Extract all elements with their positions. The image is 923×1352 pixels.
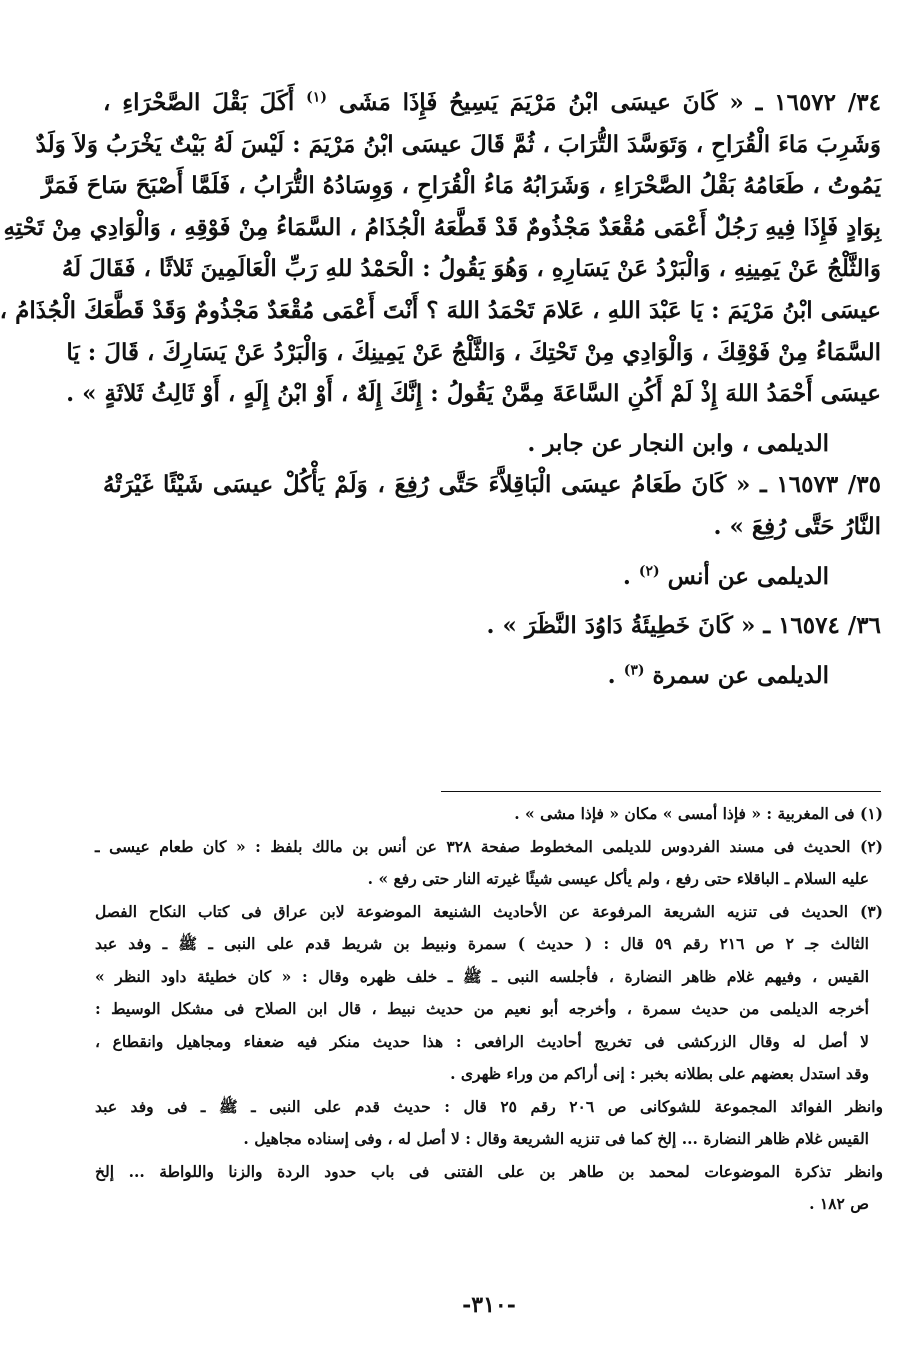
footnote-2-line-1: (٢) الحديث فى مسند الفردوس للديلمى المخطوط صفحة ٣٢٨ عن أنس بن مالك بلفظ : « كان طعام عيسى ـ: [95, 836, 883, 856]
hadith-34-line-1: [103, 82, 881, 124]
source-hadith-36-text: الديلمى عن سمرة: [652, 661, 829, 689]
footnote-marker-2: (٢): [638, 562, 660, 579]
hadith-34-line-3: يَمُوتُ ، طَعَامُهُ بَقْلُ الصَّحْرَاءِ ، وَشَرَابُهُ مَاءُ الْقُرَاحِ ، وَوِسَادُهُ التُّرَابُ ، فَلَمَّا أَصْبَحَ سَاحَ فَمَرَّ: [41, 172, 881, 200]
footnote-3-line-7: وانظر الفوائد المجموعة للشوكانى ص ٢٠٦ رقم ٢٥ قال : حديث قدم على النبى ـ ﷺ ـ فى وفد عبد: [95, 1096, 883, 1116]
source-hadith-36: [103, 655, 881, 697]
hadith-34-line-7: السَّمَاءُ مِنْ فَوْقِكَ ، وَالْوَادِي مِنْ تَحْتِكَ ، وَالثَّلْجُ عَنْ يَمِينِكَ ، وَالْبَرْدُ عَنْ يَسَارِكَ ، قَالَ : يَا: [66, 338, 881, 366]
footnote-marker-1: (١): [306, 89, 327, 106]
footnote-3-line-6: وقد استدل بعضهم على بطلانه بخبر : إنى أراكم من وراء ظهرى .: [450, 1064, 869, 1083]
footnote-3-line-5: لا أصل له وقال الزركشى فى تخريج أحاديث الرافعى : هذا حديث منكر فيه ضعفاء ومجاهيل وانقطاع ،: [95, 1031, 869, 1051]
footnote-3-line-9: وانظر تذكرة الموضوعات لمحمد بن طاهر بن على الفتنى فى باب حدود الردة والزنا واللواطة ... إلخ: [95, 1161, 883, 1181]
hadith-34-line-4: بِوَادٍ فَإِذَا فِيهِ رَجُلٌ أَعْمَى مُقْعَدٌ مَجْذُومٌ قَدْ قَطَّعَهُ الْجُذَامُ ، السَّمَاءُ مِنْ فَوْقِهِ ، وَالْوَادِي مِنْ تَحْتِهِ: [3, 213, 881, 241]
source-hadith-34: الديلمى ، وابن النجار عن جابر .: [527, 429, 829, 457]
hadith-34-line-5: وَالثَّلْجُ عَنْ يَمِينِهِ ، وَالْبَرْدُ عَنْ يَسَارِهِ ، وَهُوَ يَقُولُ : الْحَمْدُ للهِ رَبِّ الْعَالَمِينَ ثَلاثًا ، فَقَالَ لَهُ: [61, 255, 881, 283]
page-number: -٣١٠-: [462, 1292, 516, 1318]
footnote-3-line-3: القيس ، وفيهم غلام ظاهر النضارة ، فأجلسه النبى ـ ﷺ ـ خلف ظهره وقال : « كان خطيئة داود النظر »: [95, 966, 869, 986]
source-hadith-35: [103, 556, 881, 598]
hadith-34-opening: ٣٤/ ١٦٥٧٢ ـ « كَانَ عيسَى ابْنُ مَرْيَمَ يَسِيحُ فَإِذَا مَشَى: [338, 89, 881, 116]
footnote-3-line-10: ص ١٨٢ .: [809, 1194, 869, 1213]
footnotes-block: [95, 798, 883, 1221]
footnote-3-line-2: الثالث جـ ٢ ص ٢١٦ رقم ٥٩ قال : ( حديث ) سمرة ونبيط بن شريط قدم على النبى ـ ﷺ ـ وفد عبد: [95, 934, 869, 953]
footnote-3-line-8: القيس غلام ظاهر النضارة ... إلخ كما فى تنزيه الشريعة وقال : لا أصل له ، وفى إسناده مجاهيل .: [243, 1129, 869, 1148]
hadith-34-line-8: عيسَى أَحْمَدُ اللهَ إِذْ لَمْ أَكُنِ السَّاعَةَ مِمَّنْ يَقُولُ : إِنَّكَ إِلَهٌ ، أَوْ ابْنُ إِلَهٍ ، أَوْ ثَالِثُ ثَلاثَةٍ » .: [66, 380, 881, 408]
hadith-35-line-1: ٣٥/ ١٦٥٧٣ ـ « كَانَ طَعَامُ عيسَى الْبَاقِلاَّءَ حَتَّى رُفِعَ ، وَلَمْ يَأْكُلْ عيسَى شَيْئًا غَيْرَتْهُ: [103, 471, 881, 499]
footnote-3-line-1: (٣) الحديث فى تنزيه الشريعة المرفوعة عن الأحاديث الشنيعة الموضوعة لابن عراق فى كتاب النكاح الفصل: [95, 901, 883, 921]
source-hadith-35-text: الديلمى عن أنس: [667, 562, 829, 590]
source-hadith-36-end: .: [607, 661, 624, 689]
footnote-2-line-2: عليه السلام ـ الباقلاء حتى رفع ، ولم يأكل عيسى شيئًا غيرته النار حتى رفع » .: [367, 869, 869, 888]
footnote-1: (١) فى المغربية : « فإذا أمسى » مكان « فإذا مشى » .: [514, 804, 883, 823]
source-hadith-35-end: .: [622, 562, 639, 590]
hadith-35-line-2: النَّارُ حَتَّى رُفِعَ » .: [713, 512, 881, 540]
hadith-36: ٣٦/ ١٦٥٧٤ ـ « كَانَ خَطِيئَةُ دَاوُدَ النَّظَرَ » .: [486, 612, 881, 640]
footnote-3-line-4: أخرجه الديلمى من حديث سمرة ، وأخرجه أبو نعيم من حديث نبيط ، قال ابن الصلاح فى مشكل الوسيط :: [95, 999, 869, 1018]
hadith-34-line-2: وَشَرِبَ مَاءَ الْقُرَاحِ ، وَتَوَسَّدَ التُّرَابَ ، ثُمَّ قَالَ عيسَى ابْنُ مَرْيَمَ : لَيْسَ لَهُ بَيْتٌ يَخْرَبُ وَلاَ وَلَدٌ: [35, 130, 881, 158]
hadith-34-opening-tail: أَكَلَ بَقْلَ الصَّحْرَاءِ ،: [103, 89, 295, 116]
hadith-text-block: [0, 82, 881, 696]
hadith-34-line-6: عيسَى ابْنُ مَرْيَمَ : يَا عَبْدَ اللهِ ، عَلامَ تَحْمَدُ اللهَ ؟ أَنْتَ أَعْمَى مُقْعَدٌ مَجْذُومٌ وَقَدْ قَطَّعَكَ الْجُذَامُ ،: [0, 296, 881, 324]
footnote-separator: [441, 791, 881, 792]
footnote-marker-3: (٣): [623, 662, 645, 679]
